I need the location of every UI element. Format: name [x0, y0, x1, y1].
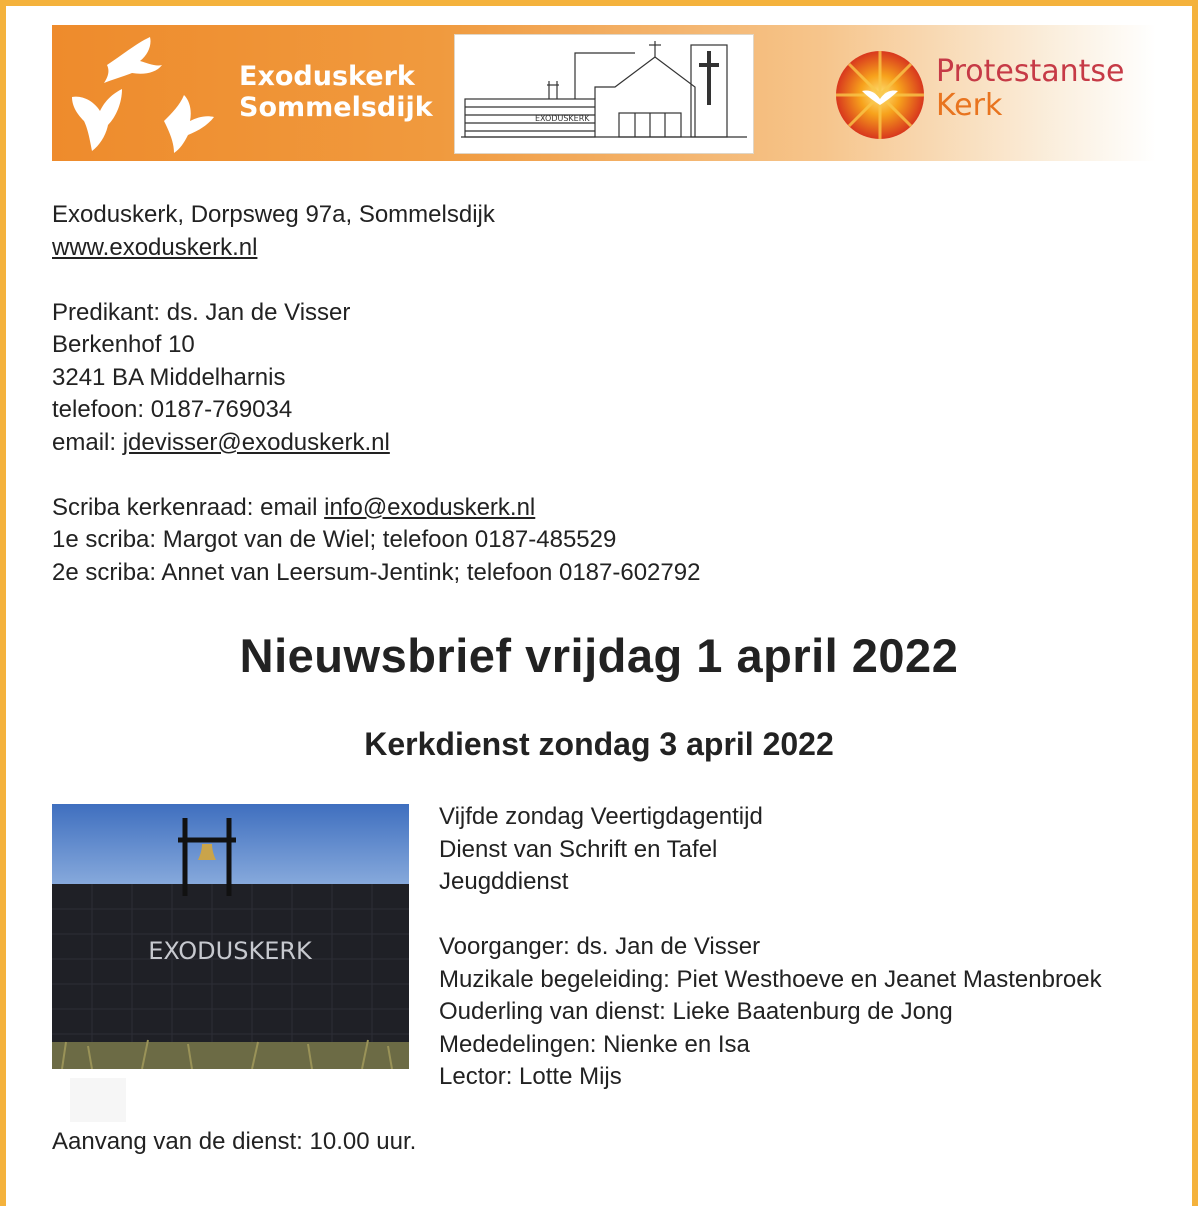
predikant-street: Berkenhof 10 [52, 331, 195, 358]
church-name-line2: Sommelsdijk [239, 92, 433, 123]
predikant-email-row [52, 427, 700, 460]
service-line3: Jeugddienst [439, 868, 569, 895]
photo-caption-placeholder [70, 1078, 126, 1122]
church-building-drawing [454, 34, 754, 154]
email-label: email: [52, 428, 123, 456]
header-banner [52, 25, 1156, 161]
photo-sign-text: EXODUSKERK [148, 937, 312, 965]
service-title: Kerkdienst zondag 3 april 2022 [364, 726, 834, 762]
service-voorganger: Voorganger: ds. Jan de Visser [439, 933, 761, 960]
church-name [239, 61, 433, 123]
address-line: Exoduskerk, Dorpsweg 97a, Sommelsdijk [52, 201, 495, 228]
scriba-email-row [52, 492, 700, 525]
newsletter-title: Nieuwsbrief vrijdag 1 april 2022 [239, 629, 959, 682]
predikant-email-link[interactable]: jdevisser@exoduskerk.nl [122, 428, 390, 456]
pk-line2: Kerk [936, 88, 1003, 123]
service-ouderling: Ouderling van dienst: Lieke Baatenburg de Jong [439, 998, 953, 1025]
scriba-label: Scriba kerkenraad: email [52, 493, 325, 521]
service-details [439, 801, 1102, 1094]
service-line1: Vijfde zondag Veertigdagentijd [439, 803, 763, 830]
doves-logo [52, 25, 232, 161]
church-photo [52, 804, 409, 1069]
aanvang-text: Aanvang van de dienst: 10.00 uur. [52, 1128, 417, 1155]
newsletter-page [6, 6, 1192, 1206]
pk-line1: Protestantse [936, 54, 1125, 89]
scriba-email-link[interactable]: info@exoduskerk.nl [324, 493, 536, 521]
predikant-name: Predikant: ds. Jan de Visser [52, 298, 351, 326]
protestantse-kerk-wordmark [936, 55, 1124, 123]
scriba-second: 2e scriba: Annet van Leersum-Jentink; telefoon 0187-602792 [52, 558, 701, 586]
church-name-line1: Exoduskerk [239, 61, 415, 92]
service-mededelingen: Mededelingen: Nienke en Isa [439, 1030, 750, 1058]
contact-block [52, 199, 700, 589]
predikant-city: 3241 BA Middelharnis [52, 363, 286, 391]
service-muziek: Muzikale begeleiding: Piet Westhoeve en Jeanet Mastenbroek [439, 965, 1102, 993]
building-sign-text: EXODUSKERK [535, 114, 590, 123]
service-lector: Lector: Lotte Mijs [439, 1063, 622, 1090]
scriba-first: 1e scriba: Margot van de Wiel; telefoon 0187-485529 [52, 526, 617, 553]
website-link[interactable]: www.exoduskerk.nl [52, 233, 258, 261]
predikant-phone: telefoon: 0187-769034 [52, 396, 293, 423]
protestantse-kerk-logo [834, 49, 926, 141]
aanvang-block [52, 1126, 416, 1159]
service-line2: Dienst van Schrift en Tafel [439, 835, 718, 863]
